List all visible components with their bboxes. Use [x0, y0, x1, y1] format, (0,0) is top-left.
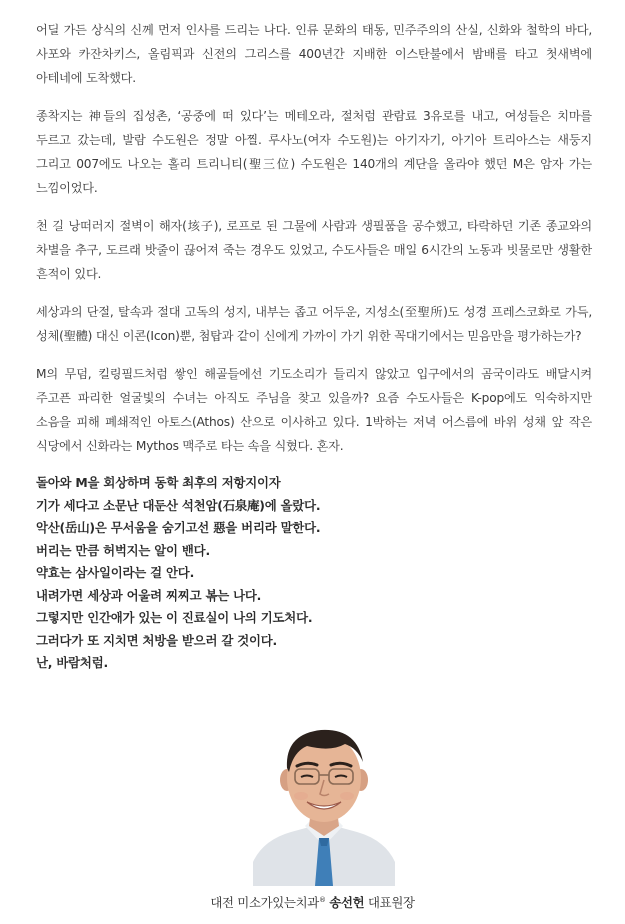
poem-line: 난, 바람처럼.	[36, 655, 108, 670]
poem-line: 내려가면 세상과 어울려 찌찌고 볶는 나다.	[36, 587, 262, 603]
article-body	[36, 18, 592, 675]
paragraph: 종착지는 神들의 집성촌, ‘공중에 떠 있다’는 메테오라, 절처럼 관람료 3유로를 내고, 여성들은 치마를 두르고 갔는데, 발람 수도원은 정말 아찔. 루사노(여자 수도원)는 아기자기, 아기아 트리아스는 새둥지 그리고 007에도 나오는 홀리 트리니티(聖三位) 수도원은 140개의 계단을 올라야 했던 M은 암자 가는 느낌이었다.	[36, 109, 592, 195]
poem-line: 버리는 만큼 허벅지는 알이 밴다.	[36, 542, 210, 558]
paragraph: M의 무덤, 킬링필드처럼 쌓인 해골들에선 기도소리가 들리지 않았고 입구에서의 곰국이라도 배달시켜 주고픈 파리한 얼굴빛의 수녀는 아직도 주님을 찾고 있을까? 요즘 수도사들은 K-pop에도 익숙하지만 소음을 피해 폐쇄적인 아토스(Athos) 산으로 이사하고 있다. 1박하는 저녁 어스름에 바위 성채 앞 작은 식당에서 신화라는 Mythos 맥주로 타는 속을 식혔다. 혼자.	[36, 367, 592, 453]
poem-line: 기가 세다고 소문난 대둔산 석천암(石泉庵)에 올랐다.	[36, 497, 321, 513]
author-caption	[0, 893, 625, 911]
poem-line: 그렇지만 인간애가 있는 이 진료실이 나의 기도처다.	[36, 610, 313, 625]
paragraph: 천 길 낭떠러지 절벽이 해자(垓子), 로프로 된 그물에 사람과 생필품을 공수했고, 타락하던 기존 종교와의 차별을 추구, 도르래 밧줄이 끊어져 죽는 경우도 있었고, 수도사들은 매일 6시간의 노동과 빗물로만 생활한 흔적이 있다.	[36, 219, 592, 281]
poem-line: 그러다가 또 지치면 처방을 받으러 갈 것이다.	[36, 632, 278, 648]
poem-block	[36, 472, 592, 675]
poem-line: 약효는 삼사일이라는 걸 안다.	[36, 565, 195, 580]
registered-mark: ®	[318, 895, 326, 904]
poem-line: 돌아와 M을 회상하며 동학 최후의 저항지이자	[36, 475, 281, 490]
poem-line: 악산(岳山)은 무서움을 숨기고선 惡을 버리라 말한다.	[36, 520, 321, 535]
author-name: 송선헌	[329, 895, 365, 910]
paragraph: 어딜 가든 상식의 신께 먼저 인사를 드리는 나다. 인류 문화의 태동, 민주주의의 산실, 신화와 철학의 바다, 사포와 카잔차키스, 올림픽과 신전의 그리스를 400년간 지배한 이스탄불에서 밤배를 타고 첫새벽에 아테네에 도착했다.	[36, 23, 592, 85]
clinic-name: 대전 미소가있는치과	[210, 895, 319, 910]
author-photo	[253, 722, 395, 886]
author-title: 대표원장	[367, 895, 415, 910]
paragraph: 세상과의 단절, 탈속과 절대 고독의 성지, 내부는 좁고 어두운, 지성소(至聖所)도 성경 프레스코화로 가득, 성체(聖體) 대신 이콘(Icon)뿐, 첨탑과 같이 신에게 가까이 가기 위한 꼭대기에서는 믿음만을 평가하는가?	[36, 305, 592, 343]
